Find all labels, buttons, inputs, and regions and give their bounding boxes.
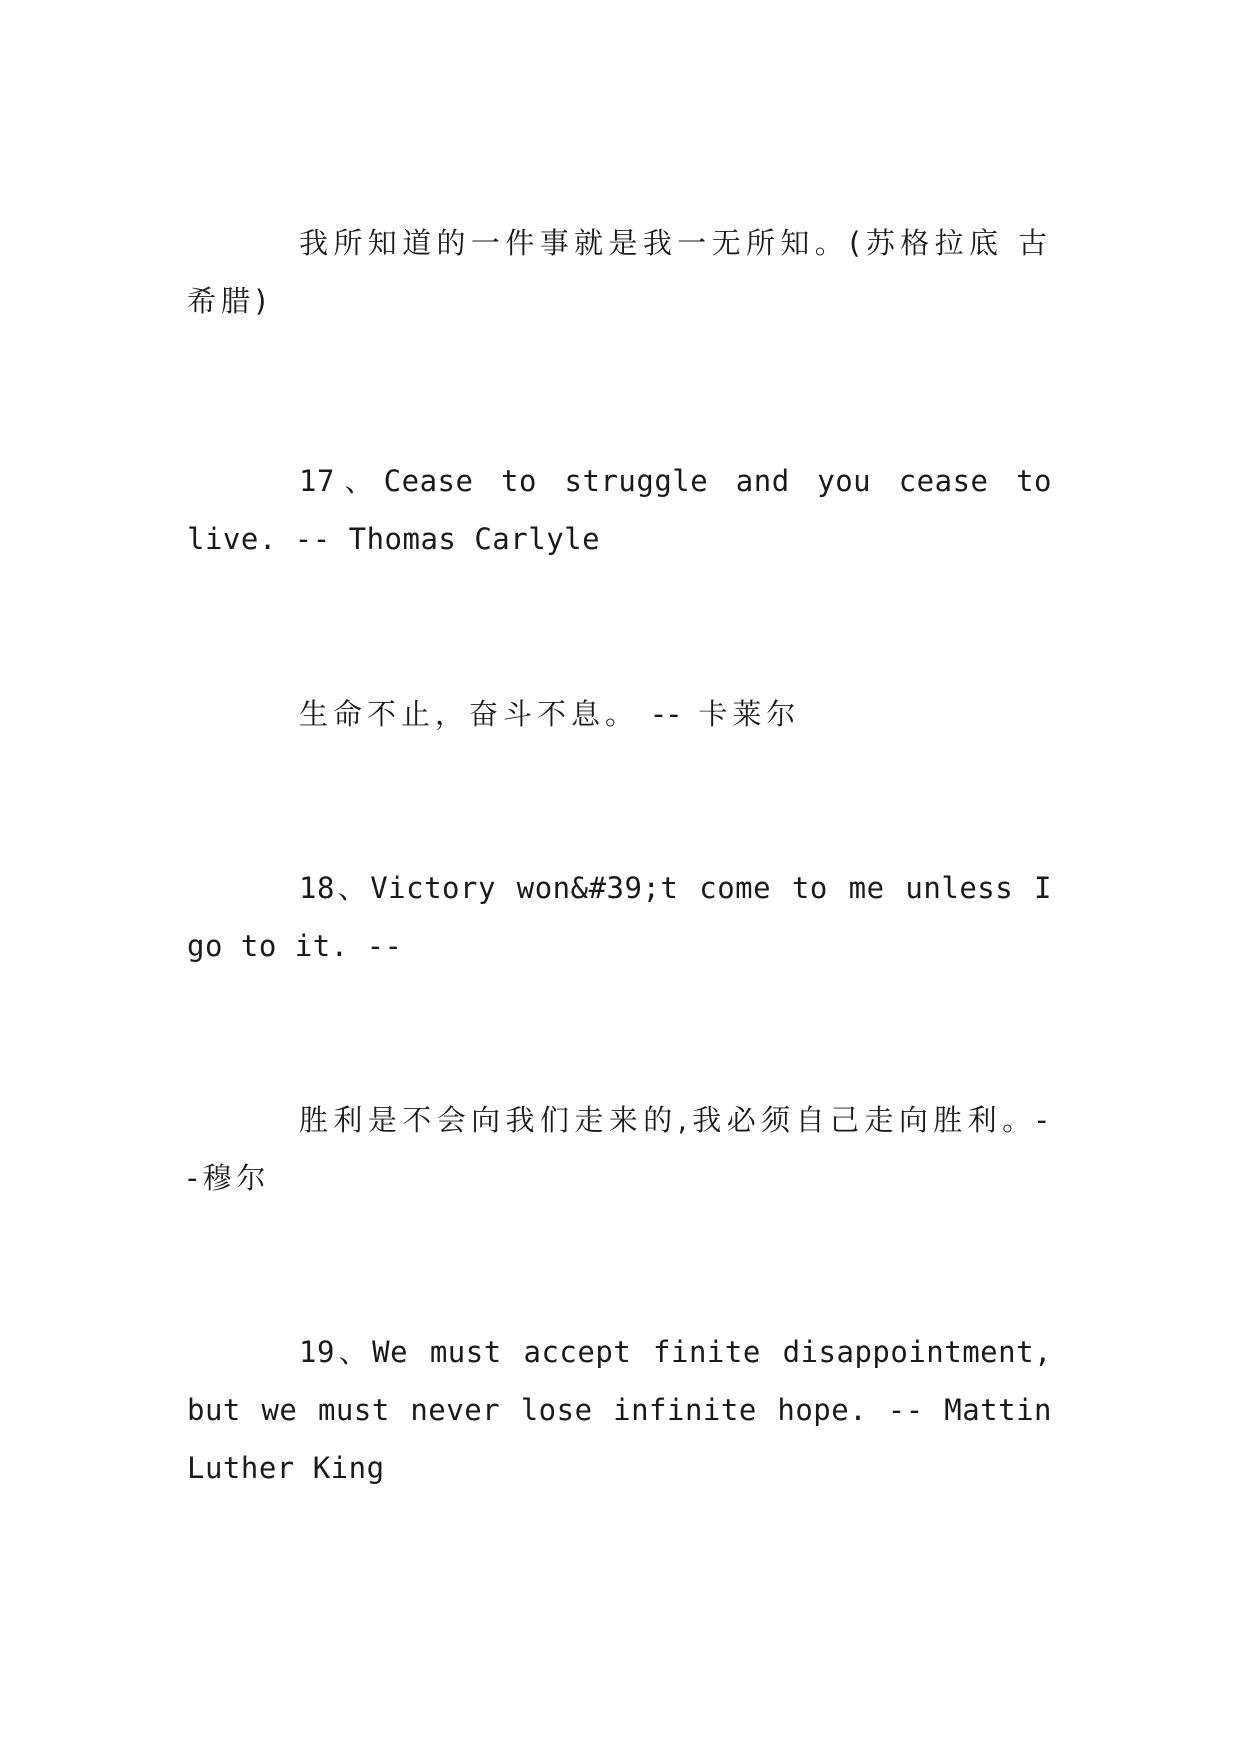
paragraph-quote-17-en: 17、Cease to struggle and you cease to live. -- Thomas Carlyle — [187, 464, 1052, 556]
paragraph-quote-19-en: 19、We must accept finite disappointment, but we must never lose infinite hope. -- Mattin Luther King — [187, 1335, 1052, 1485]
paragraph-quote-18-cn: 胜利是不会向我们走来的,我必须自己走向胜利。--穆尔 — [187, 1103, 1052, 1195]
paragraph-quote-17-cn: 生命不止，奋斗不息。 -- 卡莱尔 — [299, 697, 801, 731]
paragraph-quote-18-en: 18、Victory won&#39;t come to me unless I go to it. -- — [187, 871, 1052, 963]
paragraph-socrates-quote-cn: 我所知道的一件事就是我一无所知。(苏格拉底 古希腊) — [187, 226, 1052, 318]
